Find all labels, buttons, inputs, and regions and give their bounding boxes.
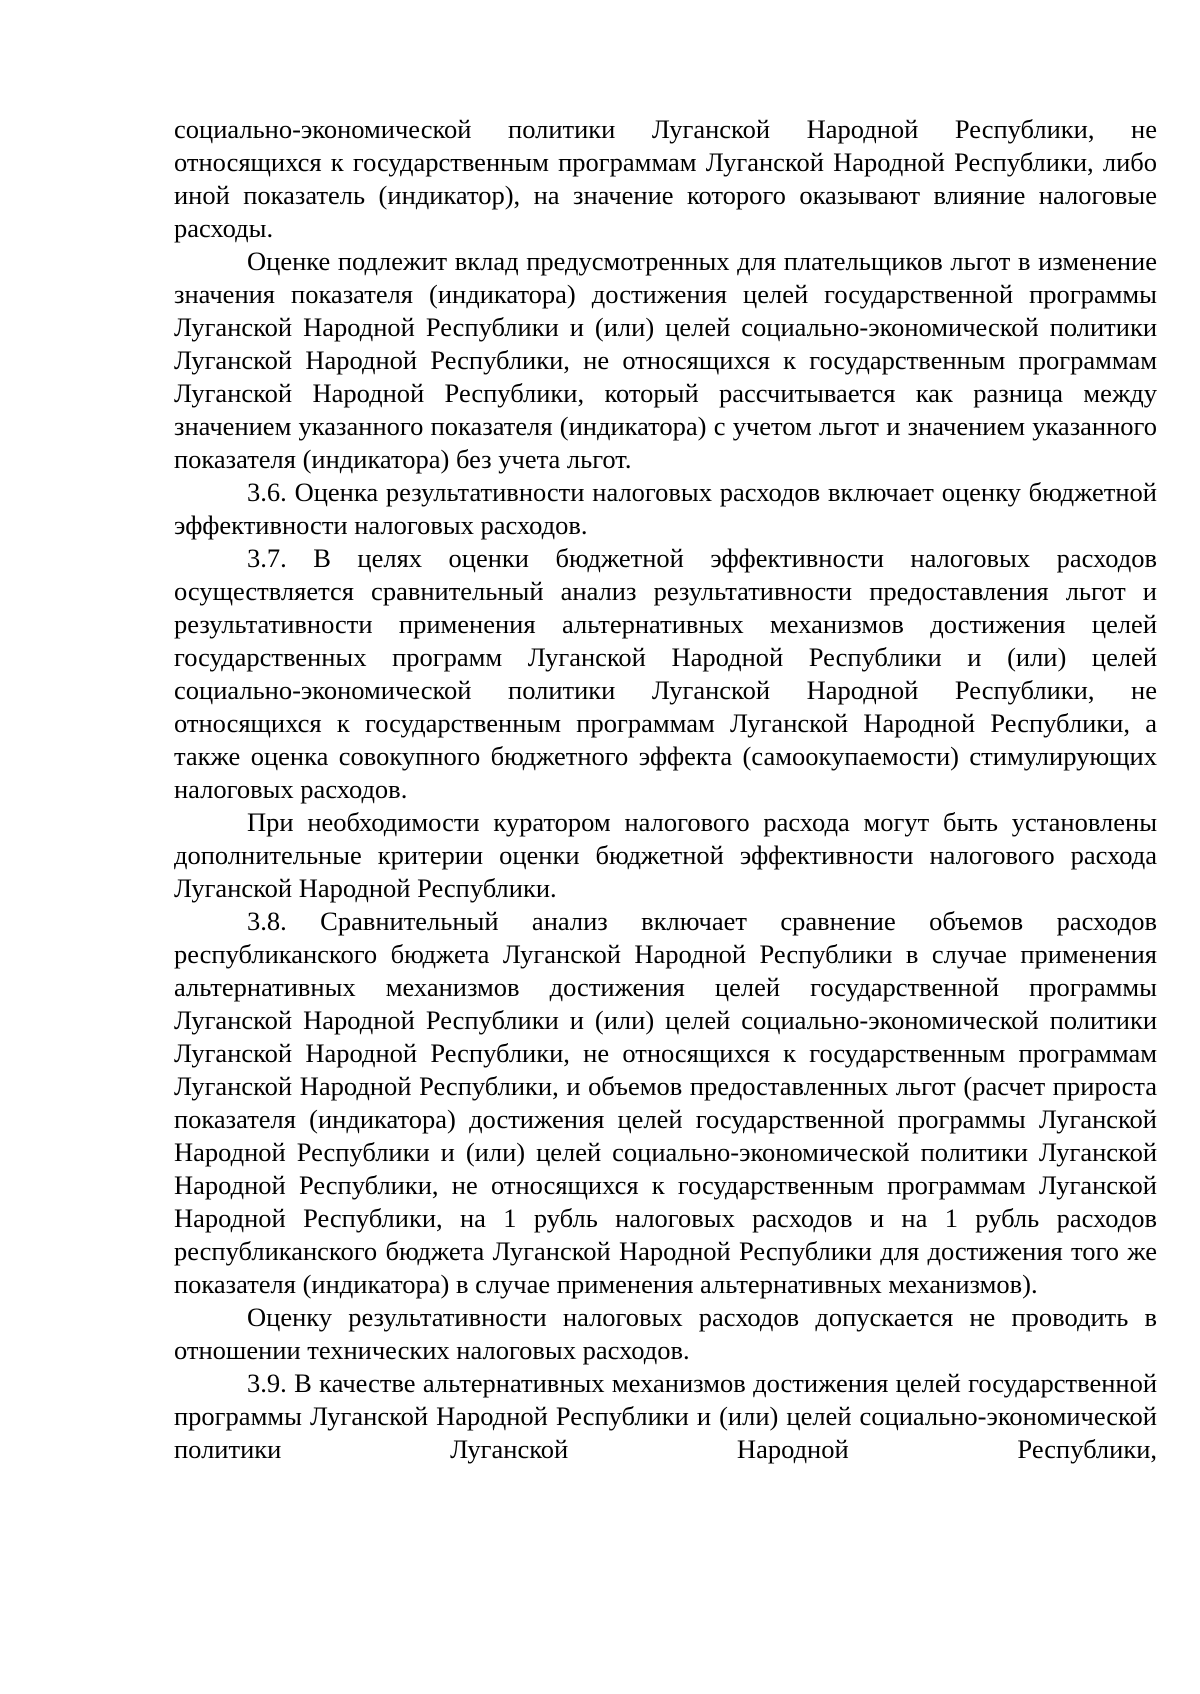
paragraph-1: социально-экономической политики Луганской Народной Республики, не относящихся к государственным программам Луганской Народной Республики, либо иной показатель (индикатор), на значение которого оказывают влияние налоговые расходы. — [174, 114, 1157, 243]
document-page — [174, 113, 1157, 1466]
paragraph-technical-expenses: Оценку результативности налоговых расходов допускается не проводить в отношении технических налоговых расходов. — [174, 1302, 1157, 1365]
paragraph-3-7: 3.7. В целях оценки бюджетной эффективности налоговых расходов осуществляется сравнительный анализ результативности предоставления льгот и результативности применения альтернативных механизмов достижения целей государственных программ Луганской Народной Республики и (или) целей социально-экономической политики Луганской Народной Республики, не относящихся к государственным программам Луганской Народной Республики, а также оценка совокупного бюджетного эффекта (самоокупаемости) стимулирующих налоговых расходов. — [174, 543, 1157, 804]
paragraph-3-8: 3.8. Сравнительный анализ включает сравнение объемов расходов республиканского бюджета Луганской Народной Республики в случае применения альтернативных механизмов достижения целей государственной программы Луганской Народной Республики и (или) целей социально-экономической политики Луганской Народной Республики, не относящихся к государственным программам Луганской Народной Республики, и объемов предоставленных льгот (расчет прироста показателя (индикатора) достижения целей государственной программы Луганской Народной Республики и (или) целей социально-экономической политики Луганской Народной Республики, не относящихся к государственным программам Луганской Народной Республики, на 1 рубль налоговых расходов и на 1 рубль расходов республиканского бюджета Луганской Народной Республики для достижения того же показателя (индикатора) в случае применения альтернативных механизмов). — [174, 906, 1157, 1299]
paragraph-3-6: 3.6. Оценка результативности налоговых расходов включает оценку бюджетной эффективности налоговых расходов. — [174, 477, 1157, 540]
paragraph-2: Оценке подлежит вклад предусмотренных для плательщиков льгот в изменение значения показателя (индикатора) достижения целей государственной программы Луганской Народной Республики и (или) целей социально-экономической политики Луганской Народной Республики, не относящихся к государственным программам Луганской Народной Республики, который рассчитывается как разница между значением указанного показателя (индикатора) с учетом льгот и значением указанного показателя (индикатора) без учета льгот. — [174, 246, 1157, 474]
paragraph-3-9: 3.9. В качестве альтернативных механизмов достижения целей государственной программы Луганской Народной Республики и (или) целей социально-экономической политики Луганской Народной Республики, — [174, 1368, 1157, 1464]
paragraph-additional-criteria: При необходимости куратором налогового расхода могут быть установлены дополнительные критерии оценки бюджетной эффективности налогового расхода Луганской Народной Республики. — [174, 807, 1157, 903]
